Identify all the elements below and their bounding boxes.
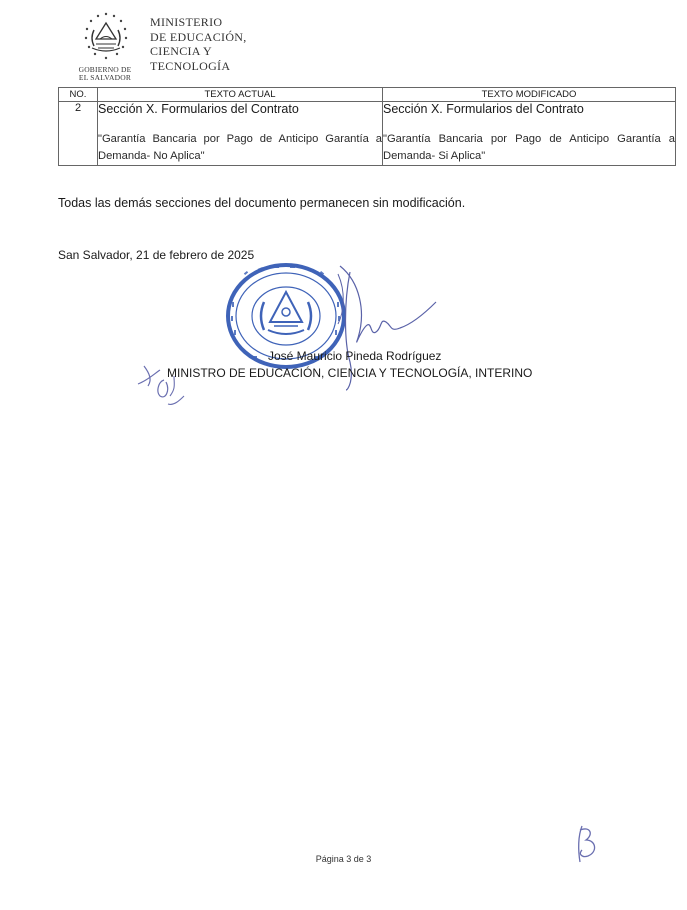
changes-table: [58, 87, 676, 166]
signer-name: José Mauricio Pineda Rodríguez: [268, 349, 442, 363]
coat-of-arms-icon: [78, 8, 134, 64]
column-header-no: NO.: [59, 88, 98, 102]
government-label-line: GOBIERNO DE: [78, 65, 132, 74]
section-title: Sección X. Formularios del Contrato: [383, 102, 584, 116]
page-number: Página 3 de 3: [315, 854, 372, 864]
column-header-current-text: TEXTO ACTUAL: [98, 88, 383, 102]
table-row: [59, 102, 676, 166]
column-header-modified-text: TEXTO MODIFICADO: [383, 88, 676, 102]
ministry-line: TECNOLOGÍA: [150, 58, 231, 73]
ministry-line: MINISTERIO: [150, 15, 223, 29]
current-text: "Garantía Bancaria por Pago de Anticipo Garantía a Demanda- No Aplica": [98, 133, 382, 162]
table-header-row: [59, 88, 676, 102]
ministry-name: [150, 15, 247, 73]
modified-text-cell: [383, 102, 676, 166]
government-label-line: EL SALVADOR: [78, 73, 132, 82]
signer-title: MINISTRO DE EDUCACIÓN, CIENCIA Y TECNOLOGÍA, INTERINO: [167, 366, 533, 380]
ministry-line: DE EDUCACIÓN,: [150, 29, 247, 44]
place-date: San Salvador, 21 de febrero de 2025: [58, 248, 255, 262]
modified-text: "Garantía Bancaria por Pago de Anticipo Garantía a Demanda- Si Aplica": [383, 133, 675, 162]
row-number: 2: [59, 102, 98, 166]
ministry-line: CIENCIA Y: [150, 44, 212, 58]
closing-paragraph: Todas las demás secciones del documento permanecen sin modificación.: [58, 196, 466, 210]
section-title: Sección X. Formularios del Contrato: [98, 102, 299, 116]
current-text-cell: [98, 102, 383, 166]
